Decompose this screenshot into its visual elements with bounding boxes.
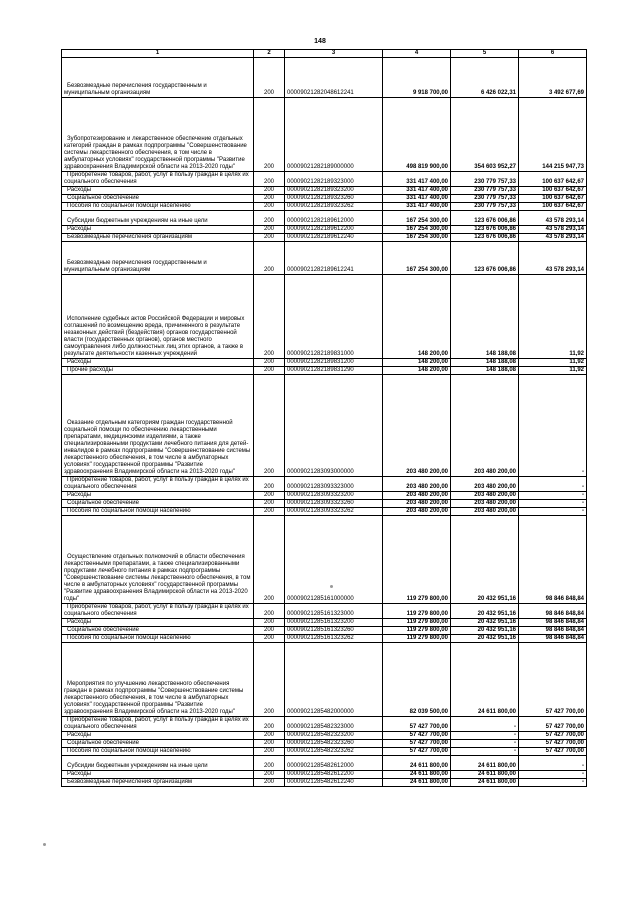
row-name-cell: Субсидии бюджетным учреждениям на иные цели [62, 211, 254, 226]
row-rest-cell: - [519, 771, 587, 779]
row-fact-cell: 24 611 800,00 [451, 756, 519, 771]
row-rest-cell: 98 846 848,84 [519, 516, 587, 604]
row-rest-cell: - [519, 375, 587, 477]
row-kbk-cell: 00009021282189323200 [285, 187, 383, 195]
row-fact-cell: 203 480 200,00 [451, 508, 519, 516]
row-plan-cell: 148 200,00 [383, 275, 451, 359]
row-kbk-cell: 00009021282189831000 [285, 275, 383, 359]
row-code-cell: 200 [254, 771, 285, 779]
row-code-cell: 200 [254, 500, 285, 508]
row-kbk-cell: 00009021282189323262 [285, 203, 383, 211]
row-code-cell: 200 [254, 604, 285, 619]
row-plan-cell: 203 480 200,00 [383, 477, 451, 492]
row-code-cell: 200 [254, 242, 285, 275]
column-header: 1 [62, 50, 254, 58]
row-fact-cell: 24 611 800,00 [451, 643, 519, 717]
row-name-cell: Приобретение товаров, работ, услуг в пользу граждан в целях их социального обеспечения [62, 172, 254, 187]
row-kbk-cell: 00009021282048612241 [285, 58, 383, 98]
row-fact-cell: 20 432 951,16 [451, 635, 519, 643]
row-rest-cell: 100 637 642,67 [519, 203, 587, 211]
row-code-cell: 200 [254, 717, 285, 732]
row-rest-cell: 43 578 293,14 [519, 242, 587, 275]
row-plan-cell: 331 417 400,00 [383, 172, 451, 187]
row-kbk-cell: 00009021285482323262 [285, 748, 383, 756]
row-kbk-cell: 00009021285482323000 [285, 717, 383, 732]
row-plan-cell: 331 417 400,00 [383, 195, 451, 203]
row-code-cell: 200 [254, 779, 285, 787]
row-fact-cell: 20 432 951,16 [451, 619, 519, 627]
row-rest-cell: - [519, 508, 587, 516]
row-kbk-cell: 00009021285482612000 [285, 756, 383, 771]
row-fact-cell: - [451, 717, 519, 732]
table-row [62, 367, 587, 375]
row-name-cell: Прочие расходы [62, 367, 254, 375]
row-plan-cell: 119 279 800,00 [383, 627, 451, 635]
row-rest-cell: 57 427 700,00 [519, 717, 587, 732]
row-fact-cell: 20 432 951,16 [451, 627, 519, 635]
table-row [62, 604, 587, 619]
row-kbk-cell: 00009021285161323262 [285, 635, 383, 643]
row-code-cell: 200 [254, 627, 285, 635]
row-code-cell: 200 [254, 748, 285, 756]
row-name-cell: Субсидии бюджетным учреждениям на иные цели [62, 756, 254, 771]
row-fact-cell: 230 779 757,33 [451, 203, 519, 211]
table-header-row [62, 50, 587, 58]
row-fact-cell: 230 779 757,33 [451, 195, 519, 203]
row-code-cell: 200 [254, 756, 285, 771]
table-row [62, 779, 587, 787]
row-code-cell: 200 [254, 98, 285, 172]
row-plan-cell: 119 279 800,00 [383, 635, 451, 643]
row-plan-cell: 57 427 700,00 [383, 732, 451, 740]
row-fact-cell: 230 779 757,33 [451, 172, 519, 187]
row-kbk-cell: 00009021283093323260 [285, 500, 383, 508]
table-row [62, 226, 587, 234]
row-kbk-cell: 00009021282189831290 [285, 367, 383, 375]
table-row [62, 643, 587, 717]
row-rest-cell: 43 578 293,14 [519, 226, 587, 234]
row-rest-cell: 57 427 700,00 [519, 748, 587, 756]
row-plan-cell: 119 279 800,00 [383, 516, 451, 604]
row-fact-cell: 123 676 006,86 [451, 226, 519, 234]
row-plan-cell: 57 427 700,00 [383, 748, 451, 756]
row-code-cell: 200 [254, 234, 285, 242]
row-code-cell: 200 [254, 492, 285, 500]
table-row [62, 234, 587, 242]
row-kbk-cell: 00009021282189831200 [285, 359, 383, 367]
row-code-cell: 200 [254, 740, 285, 748]
row-plan-cell: 24 611 800,00 [383, 779, 451, 787]
table-row [62, 375, 587, 477]
row-kbk-cell: 00009021282189323000 [285, 172, 383, 187]
column-header: 3 [285, 50, 383, 58]
row-fact-cell: 123 676 006,86 [451, 242, 519, 275]
row-code-cell: 200 [254, 211, 285, 226]
row-name-cell: Расходы [62, 359, 254, 367]
row-plan-cell: 119 279 800,00 [383, 619, 451, 627]
row-kbk-cell: 00009021283093323000 [285, 477, 383, 492]
table-row [62, 635, 587, 643]
row-rest-cell: 57 427 700,00 [519, 732, 587, 740]
row-name-cell: Социальное обеспечение [62, 195, 254, 203]
row-fact-cell: - [451, 740, 519, 748]
row-rest-cell: 11,92 [519, 367, 587, 375]
scan-speck [330, 585, 333, 588]
row-code-cell: 200 [254, 643, 285, 717]
row-kbk-cell: 00009021282189612240 [285, 234, 383, 242]
row-fact-cell: 24 611 800,00 [451, 779, 519, 787]
row-rest-cell: 100 637 642,67 [519, 187, 587, 195]
column-header: 5 [451, 50, 519, 58]
row-kbk-cell: 00009021285482000000 [285, 643, 383, 717]
row-kbk-cell: 00009021282189000000 [285, 98, 383, 172]
budget-table [61, 49, 587, 787]
row-name-cell: Расходы [62, 732, 254, 740]
row-name-cell: Пособия по социальной помощи населению [62, 203, 254, 211]
row-rest-cell: - [519, 756, 587, 771]
row-fact-cell: 203 480 200,00 [451, 477, 519, 492]
column-header: 4 [383, 50, 451, 58]
table-row [62, 242, 587, 275]
row-name-cell: Исполнение судебных актов Российской Федерации и мировых соглашений по возмещению вреда, причиненного в результате незаконных действий (бездействия) органов государственной власти (государственных органов), органов местного самоуправления либо должностных лиц этих органов, а также в результате деятельности казенных учреждений [62, 275, 254, 359]
row-code-cell: 200 [254, 187, 285, 195]
row-code-cell: 200 [254, 732, 285, 740]
row-kbk-cell: 00009021285482612240 [285, 779, 383, 787]
row-fact-cell: 230 779 757,33 [451, 187, 519, 195]
row-plan-cell: 498 819 900,00 [383, 98, 451, 172]
row-rest-cell: - [519, 477, 587, 492]
row-code-cell: 200 [254, 375, 285, 477]
row-rest-cell: 11,92 [519, 275, 587, 359]
row-plan-cell: 203 480 200,00 [383, 375, 451, 477]
row-rest-cell: 144 215 947,73 [519, 98, 587, 172]
row-fact-cell: 148 188,08 [451, 275, 519, 359]
column-header: 6 [519, 50, 587, 58]
row-name-cell: Безвозмездные перечисления государственным и муниципальным организациям [62, 242, 254, 275]
row-name-cell: Пособия по социальной помощи населению [62, 635, 254, 643]
row-name-cell: Безвозмездные перечисления государственным и муниципальным организациям [62, 58, 254, 98]
row-name-cell: Приобретение товаров, работ, услуг в пользу граждан в целях их социального обеспечения [62, 717, 254, 732]
table-row [62, 359, 587, 367]
row-name-cell: Расходы [62, 226, 254, 234]
row-name-cell: Социальное обеспечение [62, 627, 254, 635]
row-name-cell: Расходы [62, 492, 254, 500]
row-fact-cell: 203 480 200,00 [451, 500, 519, 508]
table-row [62, 187, 587, 195]
table-row [62, 756, 587, 771]
row-plan-cell: 167 254 300,00 [383, 226, 451, 234]
row-kbk-cell: 00009021282189612000 [285, 211, 383, 226]
table-row [62, 195, 587, 203]
row-name-cell: Мероприятия по улучшению лекарственного обеспечения граждан в рамках подпрограммы "Совершенствование системы лекарственного обеспечения, в том числе в амбулаторных условиях" государственной программы "Развитие здравоохранения Владимирской области на 2013-2020 годы" [62, 643, 254, 717]
table-row [62, 732, 587, 740]
row-name-cell: Осуществление отдельных полномочий в области обеспечения лекарственными препаратами, а также специализированными продуктами лечебного питания в рамках подпрограммы "Совершенствование системы лекарственного обеспечения, в том числе в амбулаторных условиях" государственной программы "Развитие здравоохранения Владимирской области на 2013-2020 годы" [62, 516, 254, 604]
row-name-cell: Пособия по социальной помощи населению [62, 748, 254, 756]
row-name-cell: Приобретение товаров, работ, услуг в пользу граждан в целях их социального обеспечения [62, 477, 254, 492]
row-fact-cell: 20 432 951,16 [451, 516, 519, 604]
row-plan-cell: 331 417 400,00 [383, 187, 451, 195]
row-plan-cell: 119 279 800,00 [383, 604, 451, 619]
row-kbk-cell: 00009021285161323000 [285, 604, 383, 619]
row-code-cell: 200 [254, 516, 285, 604]
row-rest-cell: - [519, 779, 587, 787]
row-plan-cell: 167 254 300,00 [383, 211, 451, 226]
row-kbk-cell: 00009021285482323260 [285, 740, 383, 748]
row-name-cell: Социальное обеспечение [62, 500, 254, 508]
row-rest-cell: 11,92 [519, 359, 587, 367]
table-row [62, 172, 587, 187]
row-code-cell: 200 [254, 508, 285, 516]
row-kbk-cell: 00009021283093000000 [285, 375, 383, 477]
row-code-cell: 200 [254, 172, 285, 187]
row-kbk-cell: 00009021282189612241 [285, 242, 383, 275]
row-plan-cell: 24 611 800,00 [383, 756, 451, 771]
row-fact-cell: 20 432 951,16 [451, 604, 519, 619]
row-rest-cell: 43 578 293,14 [519, 211, 587, 226]
row-fact-cell: 24 611 800,00 [451, 771, 519, 779]
table-row [62, 211, 587, 226]
row-name-cell: Расходы [62, 619, 254, 627]
row-plan-cell: 82 039 500,00 [383, 643, 451, 717]
row-rest-cell: 100 637 642,67 [519, 172, 587, 187]
row-fact-cell: 123 676 006,86 [451, 234, 519, 242]
row-rest-cell: 57 427 700,00 [519, 740, 587, 748]
row-plan-cell: 57 427 700,00 [383, 717, 451, 732]
table-row [62, 477, 587, 492]
row-plan-cell: 167 254 300,00 [383, 234, 451, 242]
row-code-cell: 200 [254, 275, 285, 359]
table-row [62, 508, 587, 516]
row-rest-cell: 100 637 642,67 [519, 195, 587, 203]
table-row [62, 619, 587, 627]
row-fact-cell: - [451, 748, 519, 756]
row-rest-cell: 43 578 293,14 [519, 234, 587, 242]
row-code-cell: 200 [254, 359, 285, 367]
row-plan-cell: 167 254 300,00 [383, 242, 451, 275]
table-row [62, 500, 587, 508]
column-header: 2 [254, 50, 285, 58]
row-kbk-cell: 00009021282189323260 [285, 195, 383, 203]
row-plan-cell: 57 427 700,00 [383, 740, 451, 748]
row-plan-cell: 331 417 400,00 [383, 203, 451, 211]
row-kbk-cell: 00009021283093323200 [285, 492, 383, 500]
table-row [62, 748, 587, 756]
row-rest-cell: 3 492 677,69 [519, 58, 587, 98]
row-fact-cell: 123 676 006,86 [451, 211, 519, 226]
row-rest-cell: - [519, 500, 587, 508]
row-rest-cell: 98 846 848,84 [519, 619, 587, 627]
row-fact-cell: 203 480 200,00 [451, 492, 519, 500]
row-name-cell: Зубопротезирование и лекарственное обеспечение отдельных категорий граждан в рамках подпрограммы "Совершенствование системы лекарственного обеспечения, в том числе в амбулаторных условиях" государственной программы "Развитие здравоохранения Владимирской области на 2013-2020 годы" [62, 98, 254, 172]
row-fact-cell: 354 603 952,27 [451, 98, 519, 172]
row-rest-cell: 98 846 848,84 [519, 635, 587, 643]
row-name-cell: Безвозмездные перечисления организациям [62, 234, 254, 242]
row-fact-cell: - [451, 732, 519, 740]
row-rest-cell: 98 846 848,84 [519, 604, 587, 619]
row-plan-cell: 9 918 700,00 [383, 58, 451, 98]
row-kbk-cell: 00009021285482612200 [285, 771, 383, 779]
row-rest-cell: 98 846 848,84 [519, 627, 587, 635]
row-kbk-cell: 00009021282189612200 [285, 226, 383, 234]
row-name-cell: Пособия по социальной помощи населению [62, 508, 254, 516]
row-name-cell: Приобретение товаров, работ, услуг в пользу граждан в целях их социального обеспечения [62, 604, 254, 619]
row-code-cell: 200 [254, 58, 285, 98]
row-plan-cell: 203 480 200,00 [383, 492, 451, 500]
table-row [62, 58, 587, 98]
row-code-cell: 200 [254, 226, 285, 234]
row-code-cell: 200 [254, 619, 285, 627]
row-plan-cell: 148 200,00 [383, 359, 451, 367]
row-code-cell: 200 [254, 477, 285, 492]
row-code-cell: 200 [254, 635, 285, 643]
row-fact-cell: 148 188,08 [451, 359, 519, 367]
row-name-cell: Расходы [62, 187, 254, 195]
row-fact-cell: 148 188,08 [451, 367, 519, 375]
row-rest-cell: 57 427 700,00 [519, 643, 587, 717]
row-name-cell: Оказание отдельным категориям граждан государственной социальной помощи по обеспечению лекарственными препаратами, медицинскими изделиями, а также специализированными продуктами лечебного питания для детей-инвалидов в рамках подпрограммы "Совершенствование системы лекарственного обеспечения, в том числе в амбулаторных условиях" государственной программы "Развитие здравоохранения Владимирской области на 2013-2020 годы" [62, 375, 254, 477]
row-kbk-cell: 00009021283093323262 [285, 508, 383, 516]
row-code-cell: 200 [254, 195, 285, 203]
scan-speck [43, 843, 46, 846]
table-row [62, 627, 587, 635]
page-number: 148 [314, 38, 326, 45]
table-row [62, 771, 587, 779]
table-row [62, 740, 587, 748]
table-row [62, 492, 587, 500]
row-code-cell: 200 [254, 203, 285, 211]
row-fact-cell: 6 426 022,31 [451, 58, 519, 98]
row-code-cell: 200 [254, 367, 285, 375]
row-kbk-cell: 00009021285161000000 [285, 516, 383, 604]
table-row [62, 98, 587, 172]
table-row [62, 203, 587, 211]
row-plan-cell: 203 480 200,00 [383, 500, 451, 508]
row-fact-cell: 203 480 200,00 [451, 375, 519, 477]
row-name-cell: Расходы [62, 771, 254, 779]
table-row [62, 516, 587, 604]
row-plan-cell: 24 611 800,00 [383, 771, 451, 779]
row-name-cell: Социальное обеспечение [62, 740, 254, 748]
table-row [62, 275, 587, 359]
row-plan-cell: 203 480 200,00 [383, 508, 451, 516]
row-kbk-cell: 00009021285161323200 [285, 619, 383, 627]
row-name-cell: Безвозмездные перечисления организациям [62, 779, 254, 787]
row-plan-cell: 148 200,00 [383, 367, 451, 375]
table-row [62, 717, 587, 732]
row-kbk-cell: 00009021285161323260 [285, 627, 383, 635]
row-kbk-cell: 00009021285482323200 [285, 732, 383, 740]
row-rest-cell: - [519, 492, 587, 500]
